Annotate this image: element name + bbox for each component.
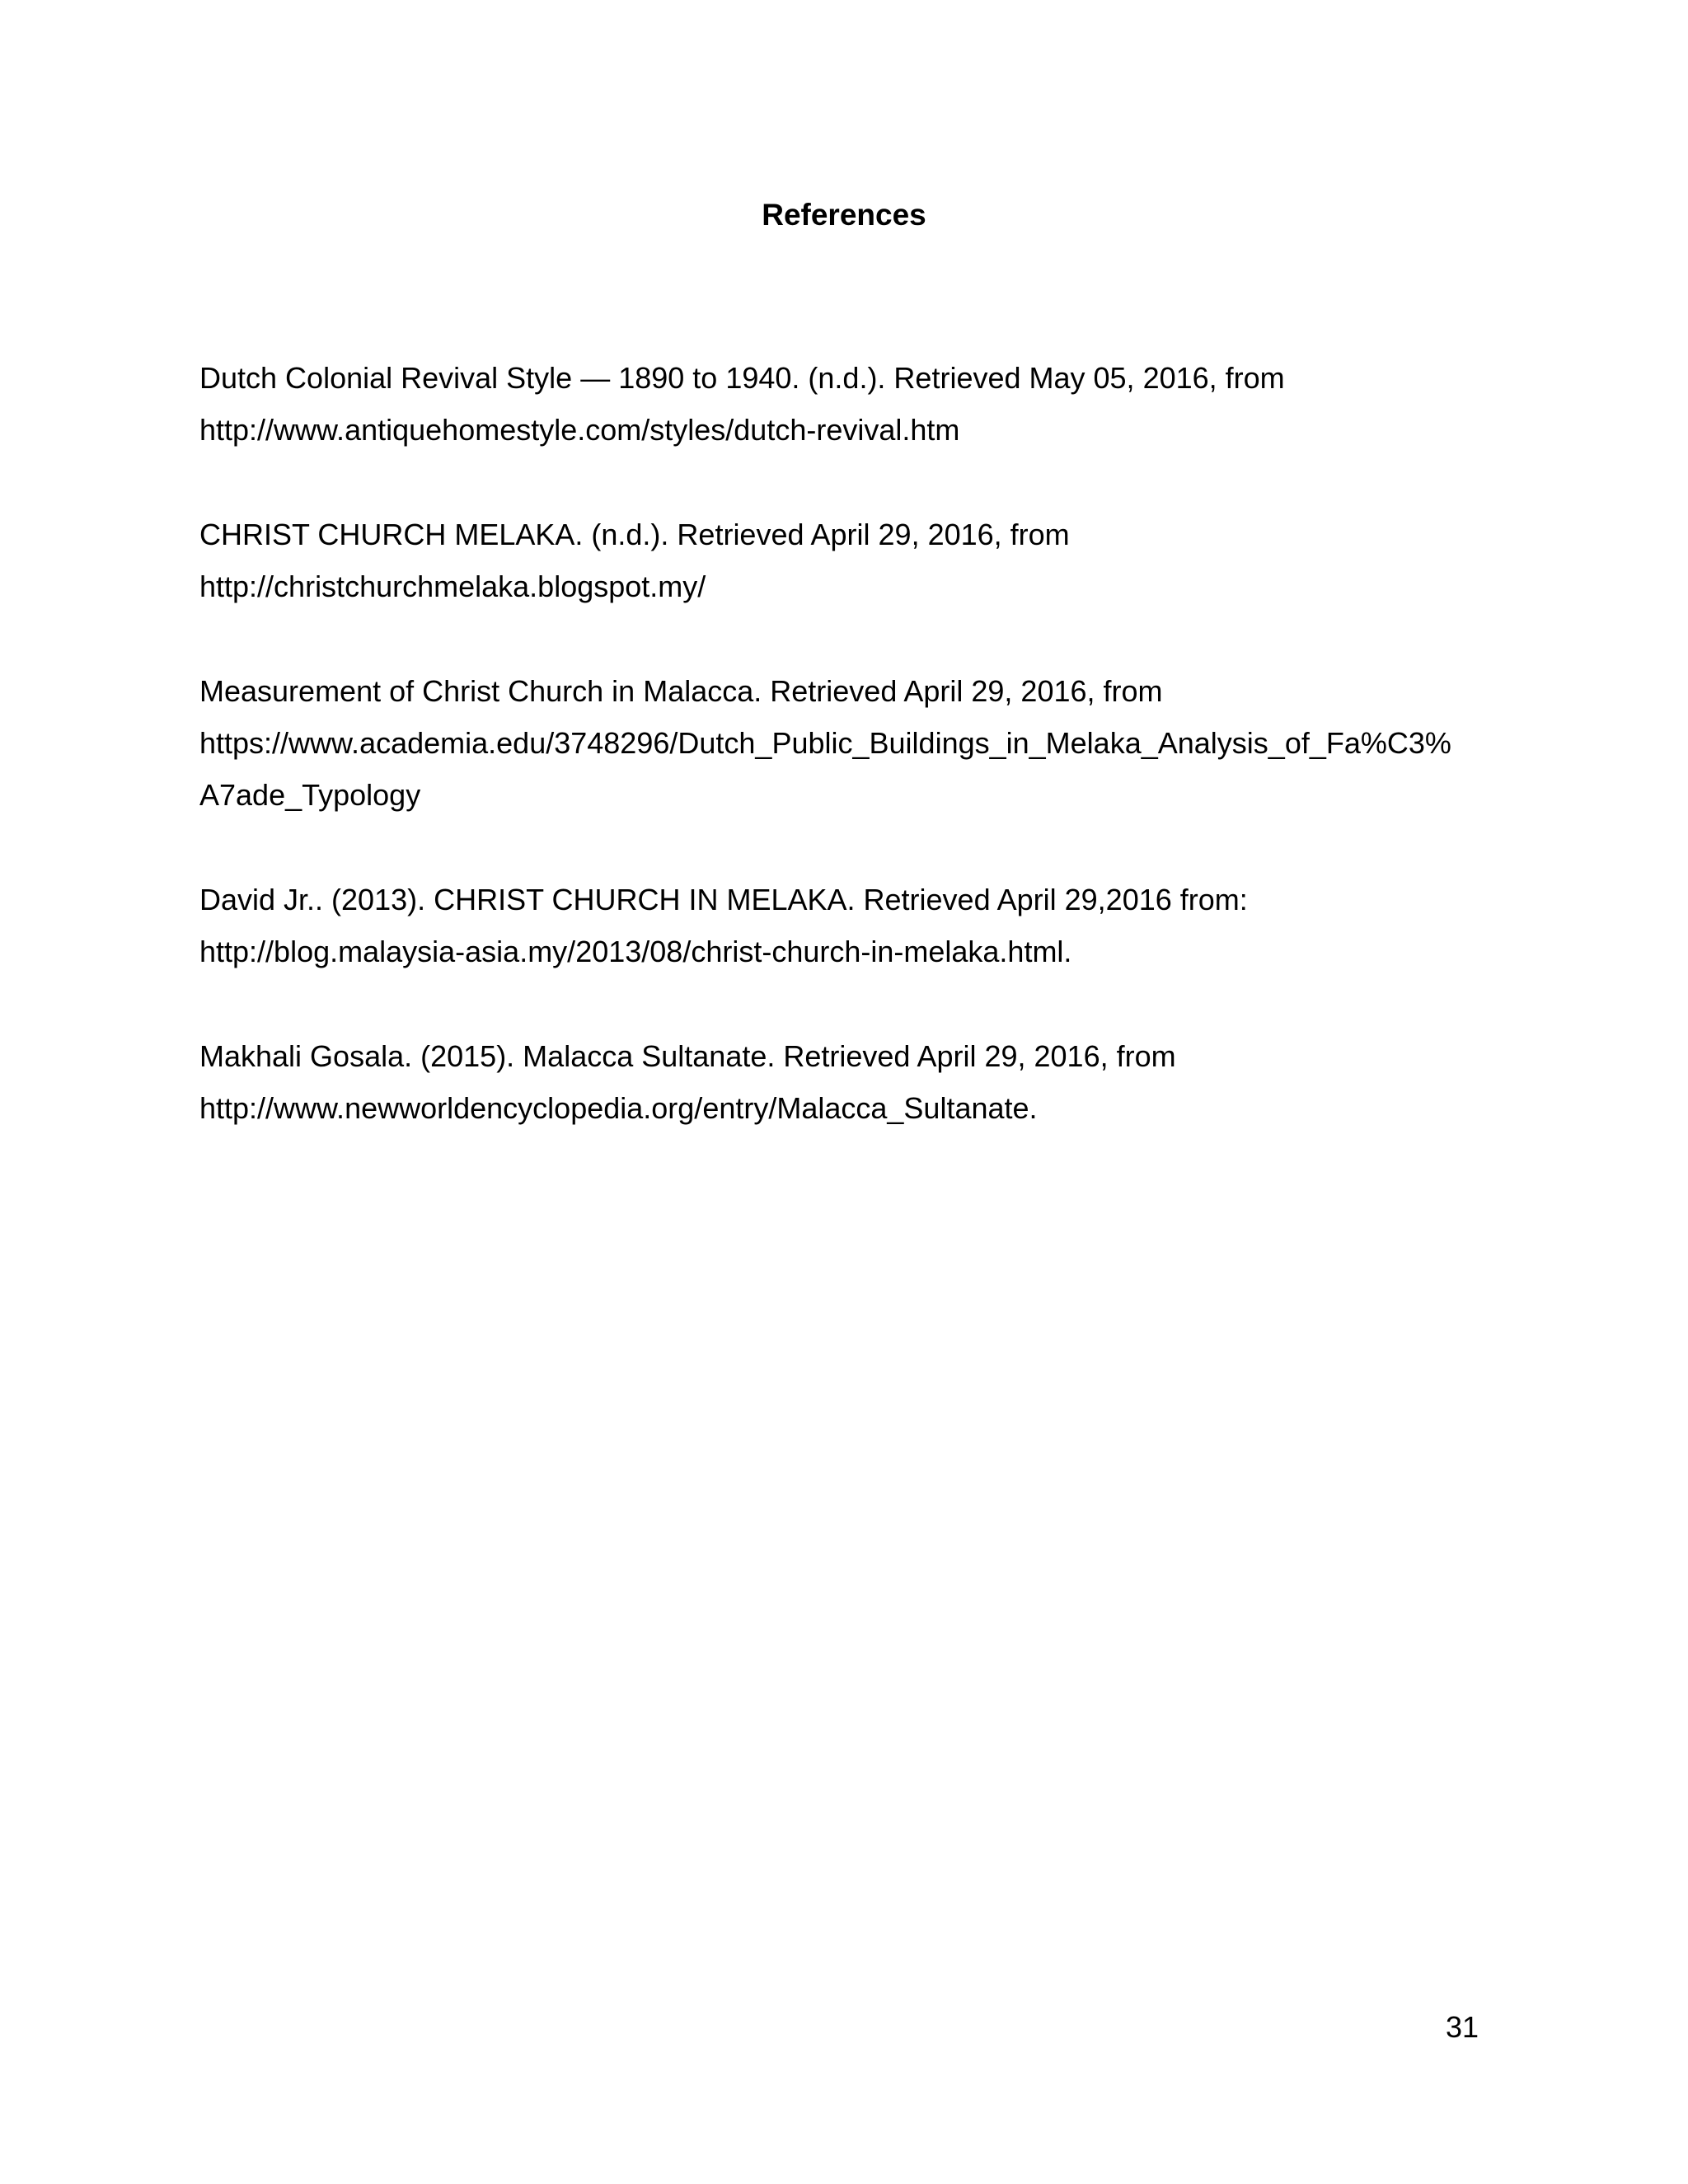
page-number: 31 xyxy=(1445,2010,1479,2044)
reference-url: http://blog.malaysia-asia.my/2013/08/christ-church-in-melaka.html. xyxy=(199,935,1072,968)
reference-entry xyxy=(199,509,1518,612)
reference-entry xyxy=(199,352,1518,456)
reference-entry xyxy=(199,665,1518,821)
reference-url: http://www.newworldencyclopedia.org/entry/Malacca_Sultanate. xyxy=(199,1091,1038,1125)
reference-entry xyxy=(199,1030,1518,1134)
reference-text: David Jr.. (2013). CHRIST CHURCH IN MELAKA. Retrieved April 29,2016 from: xyxy=(199,883,1248,916)
reference-entry xyxy=(199,874,1518,977)
reference-url: http://christchurchmelaka.blogspot.my/ xyxy=(199,569,706,603)
reference-url: http://www.antiquehomestyle.com/styles/dutch-revival.htm xyxy=(199,413,960,447)
reference-text: CHRIST CHURCH MELAKA. (n.d.). Retrieved April 29, 2016, from xyxy=(199,518,1070,551)
reference-url-continued: A7ade_Typology xyxy=(199,778,421,812)
references-heading: References xyxy=(762,198,926,232)
reference-url: https://www.academia.edu/3748296/Dutch_Public_Buildings_in_Melaka_Analysis_of_Fa%C3% xyxy=(199,726,1451,760)
reference-text: Measurement of Christ Church in Malacca. Retrieved April 29, 2016, from xyxy=(199,674,1163,708)
reference-text: Dutch Colonial Revival Style — 1890 to 1940. (n.d.). Retrieved May 05, 2016, from xyxy=(199,361,1285,395)
reference-text: Makhali Gosala. (2015). Malacca Sultanate. Retrieved April 29, 2016, from xyxy=(199,1039,1176,1073)
reference-list xyxy=(199,352,1518,1187)
